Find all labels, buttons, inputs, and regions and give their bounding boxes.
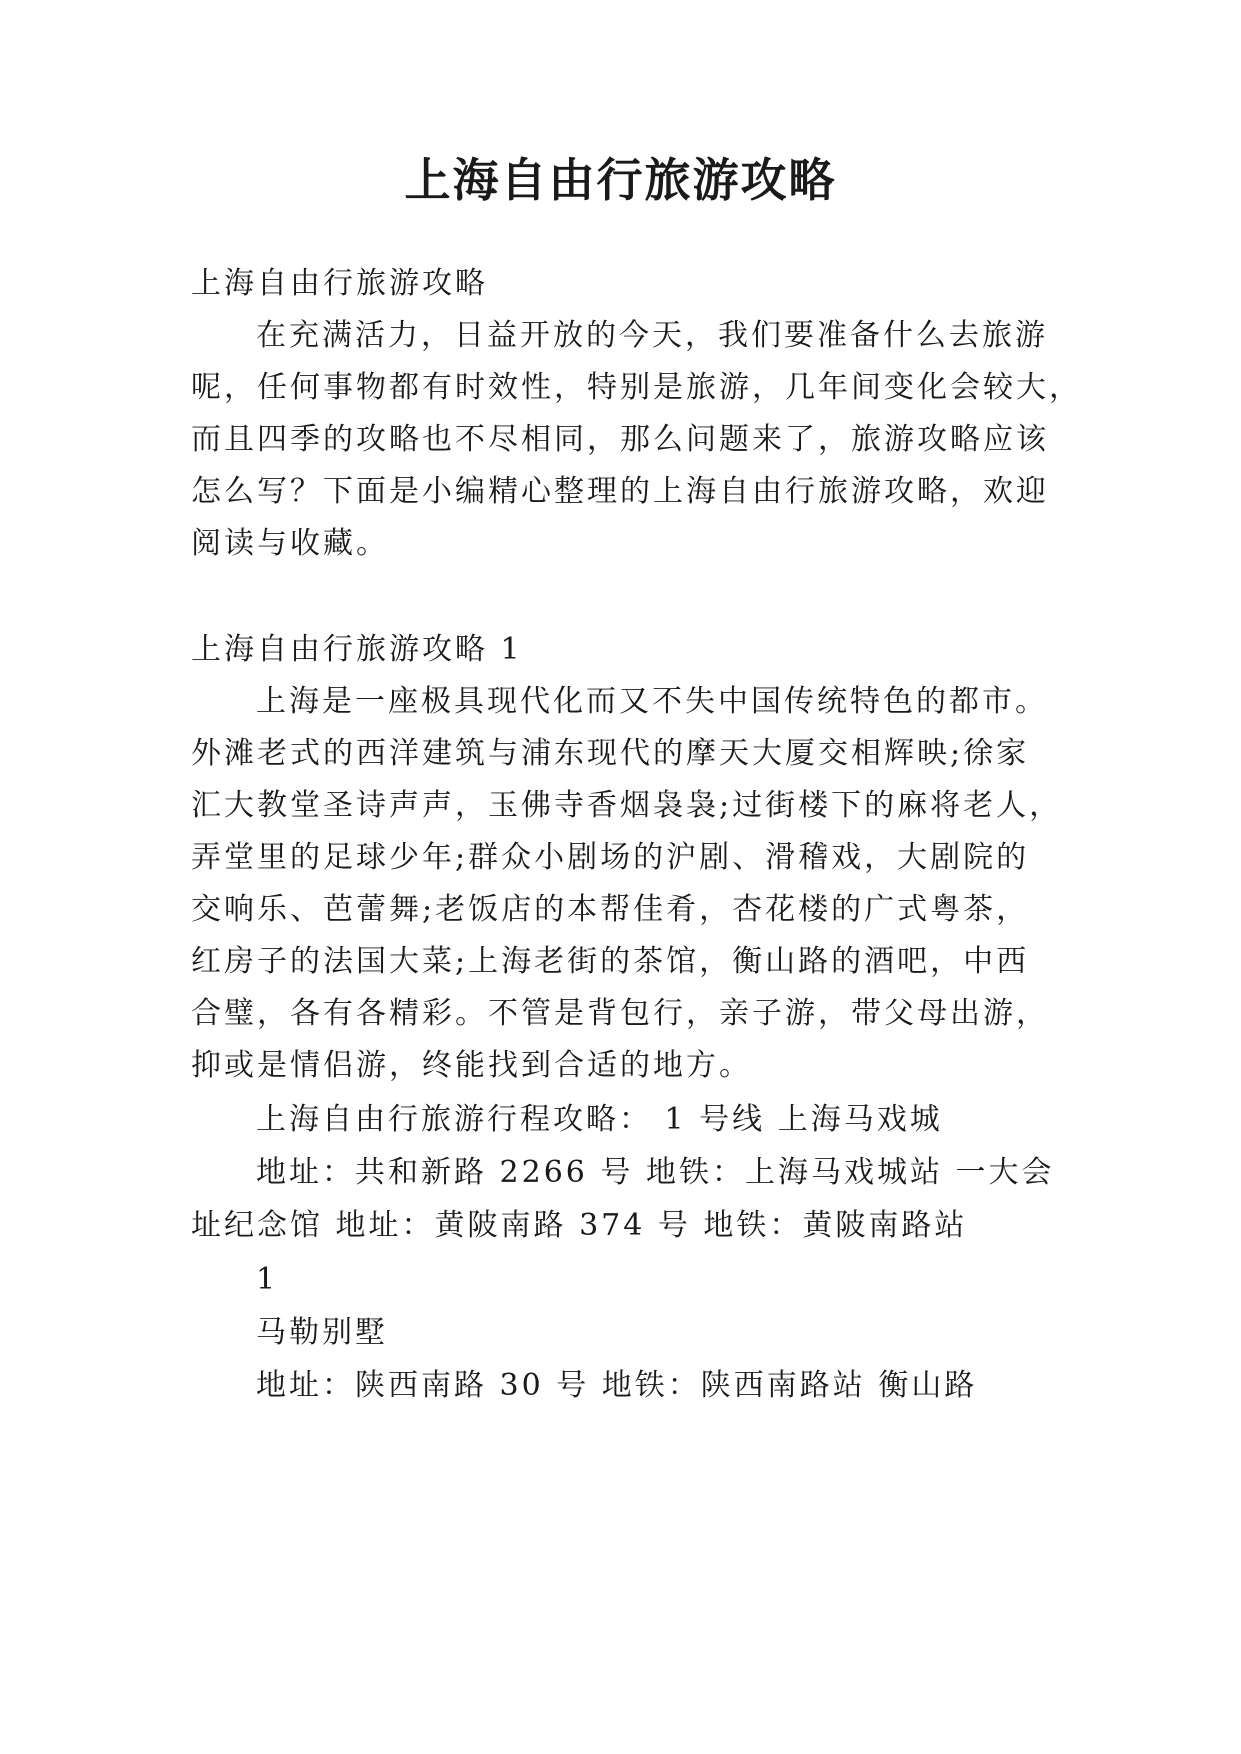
itinerary-line: 地址：陕西南路 30 号 地铁：陕西南路站 衡山路 xyxy=(256,1368,978,1403)
paragraph-line: 呢，任何事物都有时效性，特别是旅游，几年间变化会较大， xyxy=(191,370,1082,405)
paragraph-line: 合璧，各有各精彩。不管是背包行，亲子游，带父母出游， xyxy=(191,996,1049,1031)
itinerary-line: 1 xyxy=(256,1262,279,1297)
document-title: 上海自由行旅游攻略 xyxy=(404,153,837,207)
paragraph-line: 红房子的法国大菜;上海老街的茶馆，衡山路的酒吧，中西 xyxy=(191,944,1030,979)
itinerary-line: 上海自由行旅游行程攻略： 1 号线 上海马戏城 xyxy=(256,1102,943,1137)
paragraph-line: 阅读与收藏。 xyxy=(191,526,389,561)
paragraph-line: 弄堂里的足球少年;群众小剧场的沪剧、滑稽戏，大剧院的 xyxy=(191,840,1030,875)
paragraph-line: 外滩老式的西洋建筑与浦东现代的摩天大厦交相辉映;徐家 xyxy=(191,736,1030,771)
itinerary-line: 马勒别墅 xyxy=(256,1315,388,1350)
paragraph-line: 交响乐、芭蕾舞;老饭店的本帮佳肴，杏花楼的广式粤茶， xyxy=(191,892,1030,927)
paragraph-line: 上海是一座极具现代化而又不失中国传统特色的都市。 xyxy=(256,684,1048,719)
itinerary-line: 址纪念馆 地址：黄陂南路 374 号 地铁：黄陂南路站 xyxy=(191,1208,968,1243)
paragraph-line: 怎么写？下面是小编精心整理的上海自由行旅游攻略，欢迎 xyxy=(191,474,1049,509)
section-heading-intro: 上海自由行旅游攻略 xyxy=(191,266,488,301)
itinerary-line: 地址：共和新路 2266 号 地铁：上海马戏城站 一大会 xyxy=(256,1155,1055,1190)
paragraph-line: 而且四季的攻略也不尽相同，那么问题来了，旅游攻略应该 xyxy=(191,422,1049,457)
paragraph-line: 抑或是情侣游，终能找到合适的地方。 xyxy=(191,1048,752,1083)
paragraph-line: 在充满活力，日益开放的今天，我们要准备什么去旅游 xyxy=(256,318,1048,353)
section-heading-1: 上海自由行旅游攻略 1 xyxy=(191,632,523,667)
paragraph-line: 汇大教堂圣诗声声，玉佛寺香烟袅袅;过街楼下的麻将老人， xyxy=(191,788,1063,823)
